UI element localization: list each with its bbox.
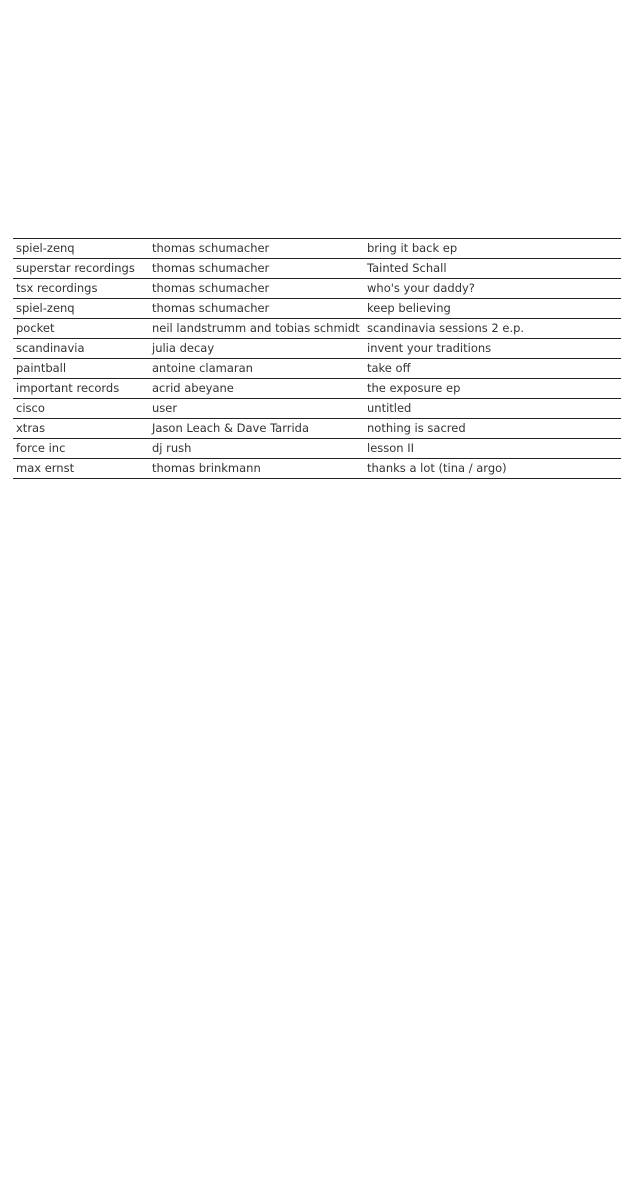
- table-row: [13, 319, 621, 339]
- table-row: [13, 399, 621, 419]
- artist-cell: thomas schumacher: [149, 279, 364, 299]
- artist-cell: thomas schumacher: [149, 259, 364, 279]
- table-row: [13, 419, 621, 439]
- artist-cell: dj rush: [149, 439, 364, 459]
- title-cell: untitled: [364, 399, 621, 419]
- table-row: [13, 459, 621, 479]
- table-row: [13, 279, 621, 299]
- label-cell: tsx recordings: [13, 279, 149, 299]
- title-cell: who's your daddy?: [364, 279, 621, 299]
- label-cell: important records: [13, 379, 149, 399]
- table-row: [13, 379, 621, 399]
- label-cell: spiel-zenq: [13, 239, 149, 259]
- table-row: [13, 259, 621, 279]
- title-cell: keep believing: [364, 299, 621, 319]
- label-cell: force inc: [13, 439, 149, 459]
- label-cell: cisco: [13, 399, 149, 419]
- label-cell: superstar recordings: [13, 259, 149, 279]
- table-row: [13, 439, 621, 459]
- artist-cell: user: [149, 399, 364, 419]
- title-cell: invent your traditions: [364, 339, 621, 359]
- table-row: [13, 339, 621, 359]
- label-cell: pocket: [13, 319, 149, 339]
- label-cell: max ernst: [13, 459, 149, 479]
- title-cell: nothing is sacred: [364, 419, 621, 439]
- title-cell: take off: [364, 359, 621, 379]
- table-row: [13, 299, 621, 319]
- label-cell: scandinavia: [13, 339, 149, 359]
- table-row: [13, 359, 621, 379]
- title-cell: scandinavia sessions 2 e.p.: [364, 319, 621, 339]
- label-cell: paintball: [13, 359, 149, 379]
- artist-cell: acrid abeyane: [149, 379, 364, 399]
- artist-cell: thomas schumacher: [149, 239, 364, 259]
- artist-cell: antoine clamaran: [149, 359, 364, 379]
- artist-cell: thomas brinkmann: [149, 459, 364, 479]
- table-row: [13, 239, 621, 259]
- artist-cell: julia decay: [149, 339, 364, 359]
- title-cell: bring it back ep: [364, 239, 621, 259]
- label-cell: spiel-zenq: [13, 299, 149, 319]
- release-table: [13, 238, 621, 479]
- label-cell: xtras: [13, 419, 149, 439]
- artist-cell: Jason Leach & Dave Tarrida: [149, 419, 364, 439]
- artist-cell: thomas schumacher: [149, 299, 364, 319]
- title-cell: the exposure ep: [364, 379, 621, 399]
- title-cell: lesson II: [364, 439, 621, 459]
- title-cell: thanks a lot (tina / argo): [364, 459, 621, 479]
- artist-cell: neil landstrumm and tobias schmidt: [149, 319, 364, 339]
- title-cell: Tainted Schall: [364, 259, 621, 279]
